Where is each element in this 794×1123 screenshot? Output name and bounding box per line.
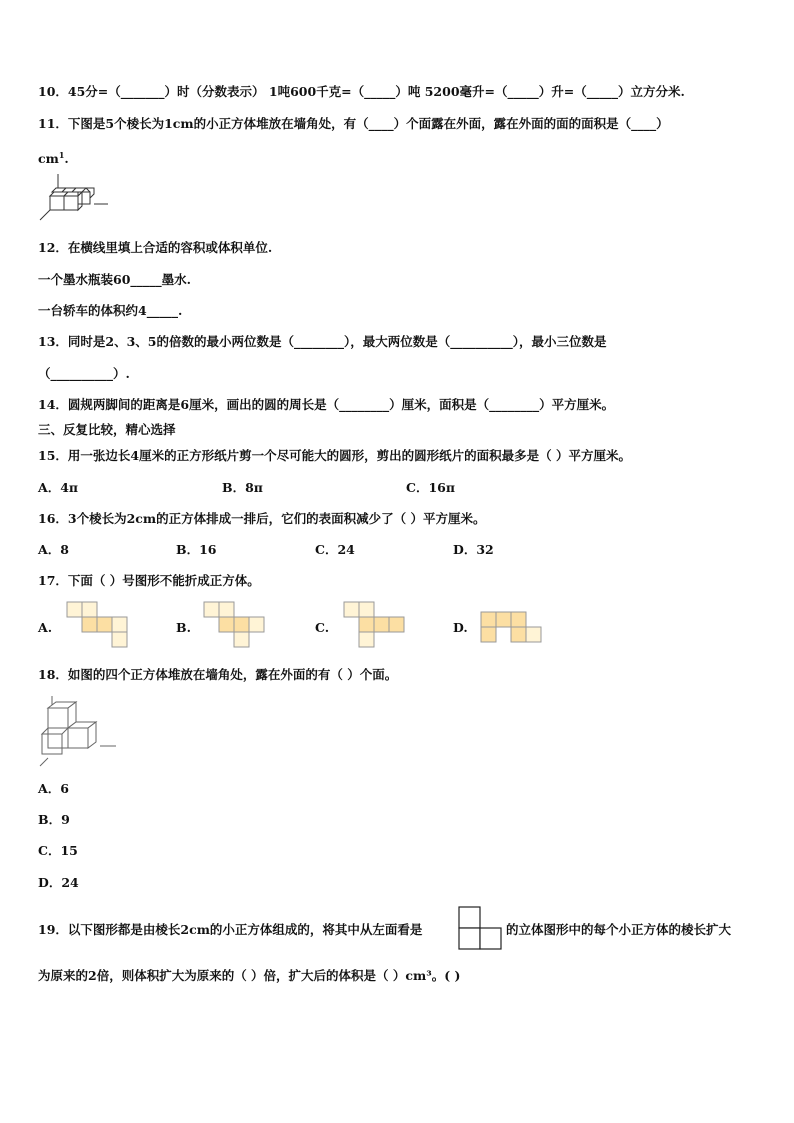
question-12-a: 一个墨水瓶装60_____墨水. <box>38 272 191 287</box>
question-13-cont: （__________）. <box>38 366 130 381</box>
question-16: 16．3个棱长为2cm的正方体排成一排后，它们的表面积减少了（ ）平方厘米。 <box>38 511 486 526</box>
q17-net-d <box>480 611 546 645</box>
q17-option-d: D. <box>453 620 468 635</box>
q18-option-c: C．15 <box>38 843 78 858</box>
question-12-b: 一台轿车的体积约4_____. <box>38 303 183 318</box>
question-12: 12．在横线里填上合适的容积或体积单位. <box>38 240 273 255</box>
question-14: 14．圆规两脚间的距离是6厘米，画出的圆的周长是（________）厘米，面积是（________）平方厘米。 <box>38 397 615 412</box>
q11-cube-stack-figure <box>36 172 112 222</box>
question-11-unit: $cm^1$. <box>38 150 69 167</box>
question-19-cont: 的立体图形中的每个小正方体的棱长扩大 <box>506 922 732 937</box>
q17-net-a <box>66 601 130 649</box>
q15-option-c: C．16π <box>406 480 455 495</box>
q15-option-b: B．8π <box>222 480 263 495</box>
q18-option-b: B．9 <box>38 812 70 827</box>
q17-option-c: C. <box>315 620 330 635</box>
q17-net-c <box>343 601 407 649</box>
question-13: 13．同时是2、3、5的倍数的最小两位数是（________），最大两位数是（__________），最小三位数是 <box>38 334 607 349</box>
question-18: 18．如图的四个正方体堆放在墙角处，露在外面的有（ ）个面。 <box>38 667 398 682</box>
question-19-line2: 为原来的2倍，则体积扩大为原来的（ ）倍，扩大后的体积是（ ）cm³。( ) <box>38 968 461 983</box>
question-19: 19．以下图形都是由棱长2cm的小正方体组成的，将其中从左面看是 <box>38 922 423 937</box>
question-10: 10．45分=（_______）时（分数表示） 1吨600千克=（_____）吨 5200毫升=（_____）升=（_____）立方分米. <box>38 84 685 99</box>
q17-option-a: A. <box>38 620 53 635</box>
q16-option-d: D．32 <box>453 542 494 557</box>
question-17: 17．下面（ ）号图形不能折成正方体。 <box>38 573 260 588</box>
q16-option-a: A．8 <box>38 542 69 557</box>
q15-option-a: A．4π <box>38 480 79 495</box>
q16-option-b: B．16 <box>176 542 217 557</box>
q19-left-view-figure <box>458 906 504 950</box>
q18-option-d: D．24 <box>38 875 79 890</box>
question-11: 11．下图是5个棱长为1cm的小正方体堆放在墙角处，有（____）个面露在外面，露在外面的面的面积是（____） <box>38 116 669 131</box>
q17-net-b <box>203 601 267 649</box>
question-15: 15．用一张边长4厘米的正方形纸片剪一个尽可能大的圆形，剪出的圆形纸片的面积最多是（ ）平方厘米。 <box>38 448 631 463</box>
section-3-heading: 三、反复比较，精心选择 <box>38 422 176 437</box>
q17-option-b: B. <box>176 620 191 635</box>
q18-option-a: A．6 <box>38 781 69 796</box>
q16-option-c: C．24 <box>315 542 355 557</box>
q18-cube-stack-figure <box>38 694 120 768</box>
